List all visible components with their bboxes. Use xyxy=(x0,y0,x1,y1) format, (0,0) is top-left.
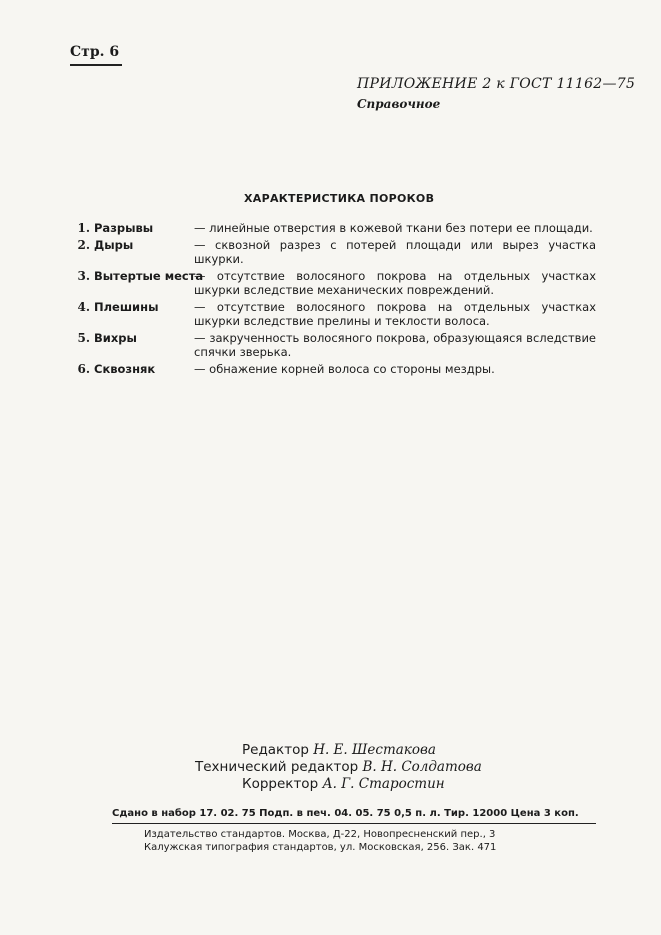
defects-list xyxy=(72,221,596,378)
editor-name: Н. Е. Шестакова xyxy=(313,742,436,758)
defect-description: — отсутствие волосяного покрова на отдельных участках шкурки вследствие механических повреждений. xyxy=(194,268,596,297)
tech-editor-name: В. Н. Солдатова xyxy=(362,759,482,775)
defect-name: Вытертые места xyxy=(94,268,204,283)
tech-editor-line xyxy=(195,759,482,775)
defect-number: 6. xyxy=(77,361,90,376)
defect-name: Разрывы xyxy=(94,221,154,235)
publisher-line-1: Издательство стандартов. Москва, Д-22, Новопресненский пер., 3 xyxy=(144,829,496,840)
defect-number: 2. xyxy=(77,237,90,252)
print-info: Сдано в набор 17. 02. 75 Подп. в печ. 04. 05. 75 0,5 п. л. Тир. 12000 Цена 3 коп. xyxy=(112,808,579,819)
defect-row xyxy=(72,331,596,360)
defect-description: — обнажение корней волоса со стороны мездры. xyxy=(194,361,495,376)
corrector-role: Корректор xyxy=(242,776,319,792)
defect-description: — закрученность волосяного покрова, образующаяся вследствие спячки зверька. xyxy=(194,330,596,359)
defect-description: — сквозной разрез с потерей площади или вырез участка шкурки. xyxy=(194,237,596,266)
credits-rule xyxy=(112,823,596,824)
defect-row xyxy=(72,269,596,298)
defect-description: — отсутствие волосяного покрова на отдельных участках шкурки вследствие прелины и теклости волоса. xyxy=(194,299,596,328)
corrector-line xyxy=(242,776,445,792)
publisher-line-2: Калужская типография стандартов, ул. Московская, 256. Зак. 471 xyxy=(144,842,497,853)
appendix-type: Справочное xyxy=(357,97,441,111)
section-title: ХАРАКТЕРИСТИКА ПОРОКОВ xyxy=(244,192,435,205)
corrector-name: А. Г. Старостин xyxy=(322,776,445,792)
defect-row xyxy=(72,362,596,377)
defect-number: 4. xyxy=(77,299,90,314)
defect-row xyxy=(72,221,596,236)
publisher-info xyxy=(144,828,496,854)
defect-name: Дыры xyxy=(94,237,134,252)
defect-name: Сквозняк xyxy=(94,361,156,376)
tech-editor-role: Технический редактор xyxy=(195,759,359,775)
defect-row xyxy=(72,300,596,329)
page-number-rule xyxy=(70,64,122,66)
defect-name: Вихры xyxy=(94,330,137,345)
page-number: Стр. 6 xyxy=(70,44,120,60)
defect-description: — линейные отверстия в кожевой ткани без потери ее площади. xyxy=(194,221,593,235)
defect-name: Плешины xyxy=(94,299,159,314)
defect-number: 5. xyxy=(77,330,90,345)
defect-row xyxy=(72,238,596,267)
appendix-title: ПРИЛОЖЕНИЕ 2 к ГОСТ 11162—75 xyxy=(357,76,636,92)
defect-number: 1. xyxy=(77,221,90,235)
defect-number: 3. xyxy=(77,268,90,283)
editor-role: Редактор xyxy=(242,742,309,758)
editor-line xyxy=(242,742,436,758)
